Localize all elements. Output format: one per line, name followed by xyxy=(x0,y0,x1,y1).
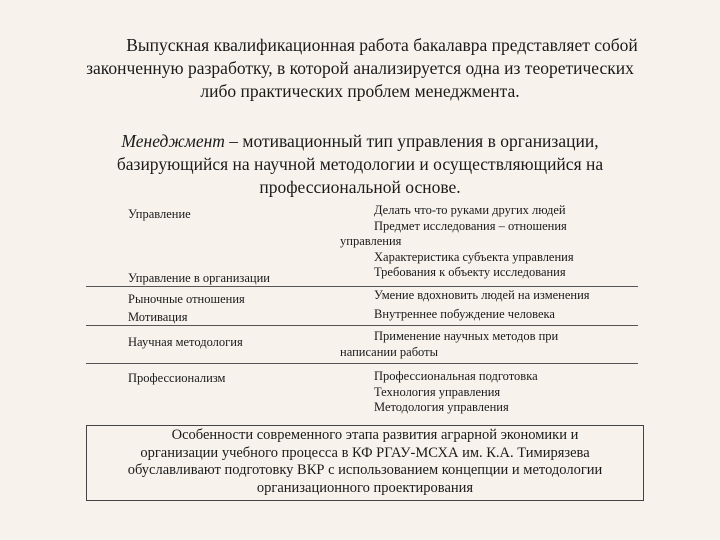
table-row xyxy=(86,364,638,416)
footer-line-2-text: организации учебного процесса в xyxy=(140,444,353,461)
cell-line: Методология управления xyxy=(374,400,509,414)
table-cell-term xyxy=(86,203,338,287)
cell-line: Делать что-то руками других людей xyxy=(374,203,566,217)
definition-paragraph xyxy=(60,130,660,199)
table-cell-term xyxy=(86,364,338,416)
cell-line: написании работы xyxy=(340,344,438,359)
cell-line: Научная методология xyxy=(128,335,243,349)
cell-line: Требования к объекту исследования xyxy=(374,265,566,279)
institution-name: КФ РГАУ-МСХА им. К.А. Тимирязева xyxy=(352,444,590,461)
table-cell-meaning xyxy=(338,326,638,364)
table-cell-meaning xyxy=(338,203,638,287)
table-cell-meaning xyxy=(338,287,638,326)
cell-line: Характеристика субъекта управления xyxy=(374,249,574,264)
cell-line: управления xyxy=(340,234,402,248)
footer-box xyxy=(86,425,644,501)
footer-line-4: организационного проектирования xyxy=(256,479,474,496)
cell-line: Умение вдохновить людей на изменения xyxy=(374,288,590,302)
cell-line: Внутреннее побуждение человека xyxy=(374,306,555,321)
cell-line: Профессиональная подготовка xyxy=(374,369,538,383)
cell-line: Управление xyxy=(128,207,191,221)
footer-line-1: Особенности современного этапа развития аграрной экономики и xyxy=(171,427,579,443)
concept-table xyxy=(86,203,638,416)
table-row xyxy=(86,203,638,287)
cell-line: Управление в организации xyxy=(128,270,270,285)
cell-line: Технология управления xyxy=(374,384,501,399)
definition-line-1 xyxy=(60,130,660,153)
table-cell-meaning xyxy=(338,364,638,416)
cell-line: Мотивация xyxy=(128,309,188,324)
table-row xyxy=(86,287,638,326)
table-cell-term xyxy=(86,287,338,326)
cell-line: Профессионализм xyxy=(128,371,226,385)
definition-term: Менеджмент xyxy=(121,131,225,151)
intro-line-3: либо практических проблем менеджмента. xyxy=(200,81,520,101)
definition-line-3: профессиональной основе. xyxy=(259,177,461,197)
intro-paragraph xyxy=(30,34,690,103)
cell-line: Предмет исследования – отношения xyxy=(374,218,567,233)
cell-line: Применение научных методов при xyxy=(374,329,559,343)
definition-line-2: базирующийся на научной методологии и осуществляющийся на xyxy=(116,154,604,174)
definition-rest: – мотивационный тип управления в организации, xyxy=(224,131,599,151)
intro-line-2: законченную разработку, в которой анализируется одна из теоретических xyxy=(86,58,634,78)
footer-line-3: обуславливают подготовку ВКР с использованием концепции и методологии xyxy=(127,462,603,478)
cell-line: Рыночные отношения xyxy=(128,292,245,306)
cell-line xyxy=(128,223,338,266)
table-row xyxy=(86,326,638,364)
footer-line-2 xyxy=(87,445,643,463)
table-cell-term xyxy=(86,326,338,364)
intro-line-1: Выпускная квалификационная работа бакалавра представляет собой xyxy=(126,35,638,55)
